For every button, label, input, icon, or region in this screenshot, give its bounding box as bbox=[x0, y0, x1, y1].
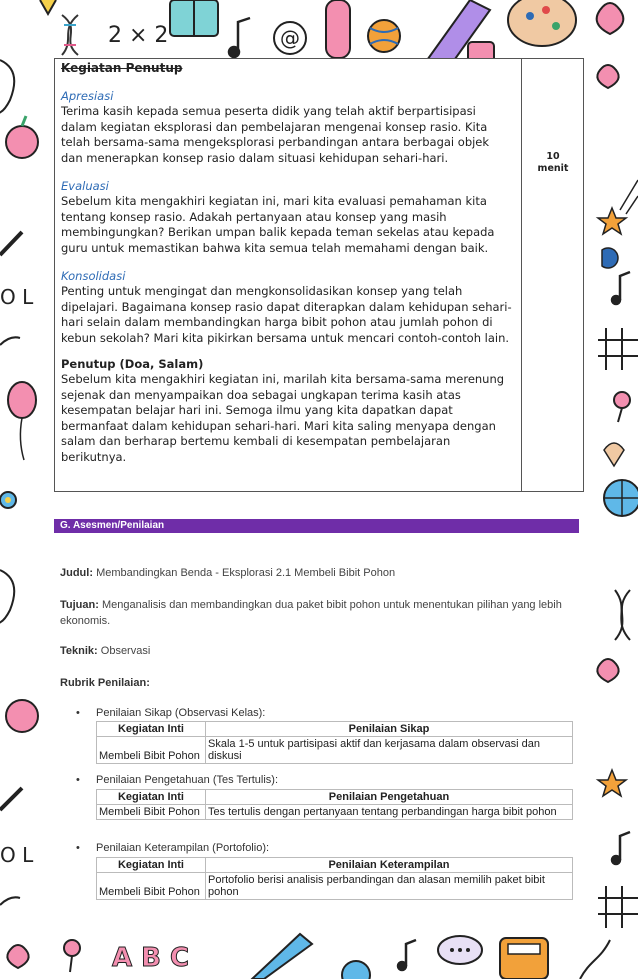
closing-text: Sebelum kita mengakhiri kegiatan ini, marilah kita bersama-sama merenung sejenak dan menyampaikan doa sebagai ungkapan terima kasih atas kesempatan belajar hari ini. Semoga ilmu yang kita dapatkan dapat bermanfaat dalam kehidupan sehari-hari. Mari kita saling menyapa dengan salam dan berharap bertemu kembali di kesempatan pembelajaran berikutnya. bbox=[61, 372, 505, 465]
table-header-cell: Kegiatan Inti bbox=[97, 858, 206, 873]
curve-doodle-2 bbox=[0, 897, 20, 905]
at-sign-icon bbox=[274, 22, 306, 54]
music-note-icon-3 bbox=[612, 832, 630, 864]
shooting-star-icon bbox=[598, 180, 638, 234]
curve-doodle bbox=[0, 337, 20, 345]
teknik-label: Teknik: bbox=[60, 645, 98, 657]
table-cell: Tes tertulis dengan pertanyaan tentang perbandingan harga bibit pohon bbox=[206, 805, 573, 820]
rubrik-label: Rubrik Penilaian: bbox=[60, 677, 150, 689]
table-row bbox=[97, 737, 573, 764]
table-header-row bbox=[97, 722, 573, 737]
table-cell: Skala 1-5 untuk partisipasi aktif dan kerjasama dalam observasi dan diskusi bbox=[206, 737, 573, 764]
section-header-asesmen: G. Asesmen/Penilaian bbox=[54, 519, 579, 533]
time-value: 10 bbox=[546, 151, 560, 162]
tujuan-label: Tujuan: bbox=[60, 599, 99, 611]
table-header-cell: Penilaian Pengetahuan bbox=[206, 790, 573, 805]
palette-icon bbox=[508, 0, 576, 46]
dna-icon-2 bbox=[615, 590, 630, 640]
rubrik-line bbox=[60, 675, 580, 691]
table-header-row bbox=[97, 858, 573, 873]
rubric-bullet-label: Penilaian Sikap (Observasi Kelas): bbox=[96, 707, 266, 719]
closing-activity-box bbox=[54, 58, 584, 492]
test-tube-icon bbox=[326, 0, 350, 58]
math-doodle: 2 × 2 bbox=[108, 23, 169, 48]
shooting-star-icon-2 bbox=[598, 770, 626, 796]
ol-doodle-2: O L bbox=[0, 843, 34, 867]
music-note-icon-4 bbox=[398, 940, 416, 970]
music-note-icon-2 bbox=[612, 272, 630, 304]
section-text-apresiasi: Terima kasih kepada semua peserta didik yang telah aktif berpartisipasi dalam kegiatan eksplorasi dan pembelajaran mengenai konsep rasio. Kita telah bersama-sama mengeksplorasi perbandingan antara berbagai objek dan menerapkan konsep rasio dalam situasi kehidupan sehari-hari. bbox=[61, 104, 490, 165]
paperclip-icon-2 bbox=[0, 570, 14, 623]
heart-icon-2 bbox=[597, 65, 618, 88]
ol-doodle: O L bbox=[0, 285, 34, 309]
calculator-icon bbox=[500, 938, 548, 979]
activity-heading: Kegiatan Penutup bbox=[61, 61, 183, 75]
judul-line bbox=[60, 565, 580, 581]
apple-icon bbox=[6, 116, 38, 158]
section-title-evaluasi: Evaluasi bbox=[61, 178, 109, 193]
teknik-value: Observasi bbox=[100, 645, 151, 657]
heart-icon bbox=[597, 3, 624, 34]
tujuan-line bbox=[60, 597, 580, 629]
rubric-table-pengetahuan bbox=[96, 789, 573, 820]
rubric-table-keterampilan bbox=[96, 857, 573, 900]
globe-icon bbox=[604, 480, 638, 516]
time-unit: menit bbox=[537, 163, 569, 174]
letters-doodle: A B C bbox=[112, 943, 190, 973]
heart-icon-3 bbox=[597, 659, 618, 682]
tic-tac-toe-icon bbox=[598, 328, 638, 370]
svg-text:@: @ bbox=[280, 26, 300, 50]
pie-icon bbox=[602, 248, 618, 268]
globe-icon-2 bbox=[342, 961, 370, 979]
tic-tac-toe-icon-2 bbox=[598, 886, 638, 928]
music-note-icon bbox=[229, 18, 250, 57]
table-header-cell: Penilaian Keterampilan bbox=[206, 858, 573, 873]
heart-icon-4 bbox=[7, 945, 28, 968]
section-title-apresiasi: Apresiasi bbox=[61, 88, 114, 103]
table-cell: Membeli Bibit Pohon bbox=[97, 805, 206, 820]
pencil-icon-2 bbox=[252, 934, 312, 979]
time-allocation bbox=[527, 151, 579, 175]
table-header-cell: Penilaian Sikap bbox=[206, 722, 573, 737]
judul-value: Membandingkan Benda - Eksplorasi 2.1 Membeli Bibit Pohon bbox=[96, 567, 396, 579]
rubric-bullet-keterampilan bbox=[80, 842, 269, 854]
section-text-konsolidasi: Penting untuk mengingat dan mengkonsolidasikan konsep yang telah dipelajari. Bagaimana konsep rasio dapat diterapkan dalam kehidupan sehari-hari selain dalam membandingkan harga bibit pohon atau jumlah pohon di kebun sekolah? Mari kita pikirkan bersama untuk mencari contoh-contoh lain. bbox=[61, 284, 512, 345]
table-cell: Portofolio berisi analisis perbandingan dan alasan memilih paket bibit pohon bbox=[206, 873, 573, 900]
teknik-line bbox=[60, 643, 580, 659]
shell-icon bbox=[604, 443, 624, 466]
paintbrush-icon bbox=[0, 232, 22, 255]
activity-content bbox=[61, 61, 513, 466]
table-header-cell: Kegiatan Inti bbox=[97, 790, 206, 805]
lightbulb-icon bbox=[40, 0, 56, 14]
paperclip-icon bbox=[0, 60, 14, 113]
table-cell: Membeli Bibit Pohon bbox=[97, 873, 206, 900]
rubric-bullet-sikap bbox=[80, 707, 265, 719]
paintbrush-icon-2 bbox=[0, 788, 22, 810]
book-icon bbox=[170, 0, 218, 36]
closing-title: Penutup (Doa, Salam) bbox=[61, 356, 204, 371]
speech-bubble-icon bbox=[438, 936, 482, 964]
section-title-konsolidasi: Konsolidasi bbox=[61, 268, 126, 283]
rubric-bullet-pengetahuan bbox=[80, 774, 278, 786]
table-row bbox=[97, 805, 573, 820]
table-header-cell: Kegiatan Inti bbox=[97, 722, 206, 737]
ball-icon bbox=[368, 20, 400, 52]
pushpin-icon-2 bbox=[64, 940, 80, 972]
balloon-icon bbox=[8, 382, 36, 460]
column-divider bbox=[521, 59, 522, 491]
judul-label: Judul: bbox=[60, 567, 93, 579]
rubric-bullet-label: Penilaian Keterampilan (Portofolio): bbox=[96, 842, 270, 854]
flower-icon bbox=[0, 492, 16, 508]
dna-icon bbox=[62, 15, 78, 55]
section-text-evaluasi: Sebelum kita mengakhiri kegiatan ini, mari kita evaluasi pemahaman kita tentang konsep rasio. Adakah pertanyaan atau konsep yang masih membingungkan? Berikan umpan balik kepada teman sekelas atau kepada guru untuk memastikan bahwa kita semua telah memahami dengan baik. bbox=[61, 194, 495, 255]
apple-icon-2 bbox=[6, 700, 38, 732]
rubric-table-sikap bbox=[96, 721, 573, 764]
table-header-row bbox=[97, 790, 573, 805]
table-cell: Membeli Bibit Pohon bbox=[97, 737, 206, 764]
pushpin-icon bbox=[614, 392, 630, 422]
tujuan-value: Menganalisis dan membandingkan dua paket bibit pohon untuk menentukan pilihan yang lebih ekonomis. bbox=[60, 599, 562, 627]
dna-icon-3 bbox=[580, 940, 610, 979]
table-row bbox=[97, 873, 573, 900]
rubric-bullet-label: Penilaian Pengetahuan (Tes Tertulis): bbox=[96, 774, 279, 786]
